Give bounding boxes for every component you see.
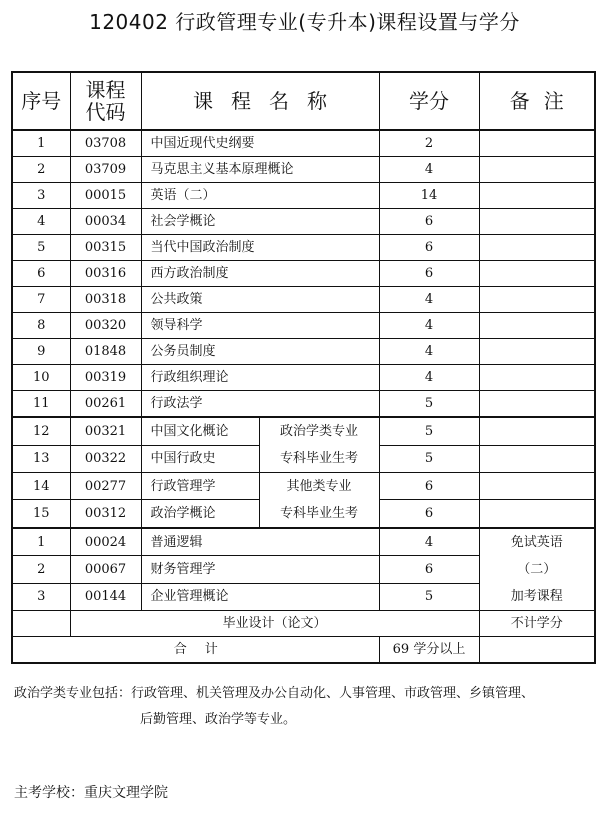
table-cell: 15 bbox=[12, 500, 70, 528]
table-cell: 5 bbox=[379, 417, 479, 445]
table-cell bbox=[479, 287, 595, 313]
table-row bbox=[12, 391, 595, 418]
table-cell: 4 bbox=[379, 528, 479, 556]
table-cell: 5 bbox=[379, 445, 479, 473]
table-cell: 5 bbox=[12, 235, 70, 261]
header-code bbox=[70, 72, 141, 130]
table-cell: 行政法学 bbox=[141, 391, 379, 418]
table-cell: 马克思主义基本原理概论 bbox=[141, 157, 379, 183]
table-cell: 3 bbox=[12, 183, 70, 209]
table-cell: 社会学概论 bbox=[141, 209, 379, 235]
table-cell: 00024 bbox=[70, 528, 141, 556]
footnote-line2: 后勤管理、政治学等专业。 bbox=[140, 712, 297, 727]
table-cell bbox=[479, 130, 595, 157]
table-cell: 01848 bbox=[70, 339, 141, 365]
table-cell bbox=[479, 417, 595, 445]
table-row bbox=[12, 261, 595, 287]
table-cell: 00015 bbox=[70, 183, 141, 209]
table-cell bbox=[479, 183, 595, 209]
table-row bbox=[12, 157, 595, 183]
table-cell: 5 bbox=[379, 583, 479, 610]
table-cell: 00277 bbox=[70, 473, 141, 500]
table-cell: 2 bbox=[379, 130, 479, 157]
table-cell bbox=[479, 339, 595, 365]
table-cell: 4 bbox=[12, 209, 70, 235]
table-cell: 00321 bbox=[70, 417, 141, 445]
table-cell bbox=[479, 445, 595, 473]
table-cell: 政治学概论 bbox=[141, 500, 259, 528]
table-cell: 1 bbox=[12, 528, 70, 556]
table-cell: 中国行政史 bbox=[141, 445, 259, 473]
extra-courses-note: 免试英语 （二） 加考课程 bbox=[479, 528, 595, 611]
table-row bbox=[12, 130, 595, 157]
table-row bbox=[12, 183, 595, 209]
table-cell: 企业管理概论 bbox=[141, 583, 379, 610]
table-cell: 中国近现代史纲要 bbox=[141, 130, 379, 157]
total-label: 合计 bbox=[12, 637, 379, 664]
table-cell: 普通逻辑 bbox=[141, 528, 379, 556]
table-cell: 10 bbox=[12, 365, 70, 391]
table-cell: 00312 bbox=[70, 500, 141, 528]
table-cell bbox=[479, 313, 595, 339]
table-cell: 00067 bbox=[70, 556, 141, 583]
table-cell: 领导科学 bbox=[141, 313, 379, 339]
table-cell: 3 bbox=[12, 583, 70, 610]
table-row bbox=[12, 209, 595, 235]
table-cell: 6 bbox=[379, 235, 479, 261]
total-row bbox=[12, 637, 595, 664]
table-cell: 00318 bbox=[70, 287, 141, 313]
table-cell: 6 bbox=[379, 500, 479, 528]
table-cell: 4 bbox=[379, 339, 479, 365]
table-cell: 中国文化概论 bbox=[141, 417, 259, 445]
table-cell: 4 bbox=[379, 287, 479, 313]
table-cell bbox=[479, 209, 595, 235]
table-header-row bbox=[12, 72, 595, 130]
table-cell: 00316 bbox=[70, 261, 141, 287]
footnote-line1: 政治学类专业包括：行政管理、机关管理及办公自动化、人事管理、市政管理、乡镇管理、 bbox=[14, 686, 535, 701]
table-cell: 行政管理学 bbox=[141, 473, 259, 500]
table-cell: 14 bbox=[379, 183, 479, 209]
table-cell: 4 bbox=[379, 313, 479, 339]
sponsor-school: 主考学校：重庆文理学院 bbox=[14, 785, 168, 801]
table-row bbox=[12, 528, 595, 556]
table-cell: 00261 bbox=[70, 391, 141, 418]
table-cell bbox=[12, 611, 70, 637]
header-remarks: 备注 bbox=[479, 72, 595, 130]
total-credits: 69 学分以上 bbox=[379, 637, 479, 664]
table-cell: 财务管理学 bbox=[141, 556, 379, 583]
thesis-row bbox=[12, 611, 595, 637]
table-cell: 03708 bbox=[70, 130, 141, 157]
table-row bbox=[12, 417, 595, 445]
table-cell: 5 bbox=[379, 391, 479, 418]
thesis-credits: 不计学分 bbox=[479, 611, 595, 637]
table-cell bbox=[479, 157, 595, 183]
table-cell: 7 bbox=[12, 287, 70, 313]
table-row bbox=[12, 235, 595, 261]
table-cell: 00144 bbox=[70, 583, 141, 610]
table-cell: 2 bbox=[12, 556, 70, 583]
table-cell: 13 bbox=[12, 445, 70, 473]
table-row bbox=[12, 365, 595, 391]
table-cell: 2 bbox=[12, 157, 70, 183]
table-cell bbox=[479, 235, 595, 261]
table-cell: 西方政治制度 bbox=[141, 261, 379, 287]
curriculum-table bbox=[11, 71, 596, 664]
table-cell: 1 bbox=[12, 130, 70, 157]
table-cell: 公务员制度 bbox=[141, 339, 379, 365]
table-cell bbox=[479, 473, 595, 500]
table-cell: 00322 bbox=[70, 445, 141, 473]
table-cell: 00320 bbox=[70, 313, 141, 339]
table-cell: 6 bbox=[379, 473, 479, 500]
table-cell: 4 bbox=[379, 365, 479, 391]
table-cell: 8 bbox=[12, 313, 70, 339]
table-row bbox=[12, 313, 595, 339]
table-cell: 6 bbox=[379, 556, 479, 583]
table-cell: 当代中国政治制度 bbox=[141, 235, 379, 261]
header-credits: 学分 bbox=[379, 72, 479, 130]
table-cell: 公共政策 bbox=[141, 287, 379, 313]
header-code-line1: 课程 bbox=[85, 78, 126, 102]
table-cell bbox=[479, 261, 595, 287]
group-condition-b: 其他类专业 专科毕业生考 bbox=[259, 473, 379, 529]
table-cell: 行政组织理论 bbox=[141, 365, 379, 391]
table-cell: 11 bbox=[12, 391, 70, 418]
group-condition-a: 政治学类专业 专科毕业生考 bbox=[259, 417, 379, 473]
table-cell bbox=[479, 391, 595, 418]
table-cell: 4 bbox=[379, 157, 479, 183]
table-cell: 00034 bbox=[70, 209, 141, 235]
table-cell: 6 bbox=[379, 209, 479, 235]
table-row bbox=[12, 473, 595, 500]
table-cell: 6 bbox=[12, 261, 70, 287]
table-row bbox=[12, 339, 595, 365]
table-cell: 03709 bbox=[70, 157, 141, 183]
table-cell bbox=[479, 500, 595, 528]
table-cell: 英语（二） bbox=[141, 183, 379, 209]
footnote bbox=[14, 681, 604, 733]
page-title: 120402 行政管理专业(专升本)课程设置与学分 bbox=[89, 10, 520, 34]
table-cell: 6 bbox=[379, 261, 479, 287]
header-seq: 序号 bbox=[12, 72, 70, 130]
thesis-label: 毕业设计（论文） bbox=[70, 611, 479, 637]
table-cell: 12 bbox=[12, 417, 70, 445]
header-code-line2: 代码 bbox=[85, 100, 126, 124]
header-name: 课程名称 bbox=[141, 72, 379, 130]
table-cell: 9 bbox=[12, 339, 70, 365]
table-cell bbox=[479, 637, 595, 664]
table-cell: 14 bbox=[12, 473, 70, 500]
table-cell: 00315 bbox=[70, 235, 141, 261]
table-cell bbox=[479, 365, 595, 391]
table-cell: 00319 bbox=[70, 365, 141, 391]
table-row bbox=[12, 287, 595, 313]
